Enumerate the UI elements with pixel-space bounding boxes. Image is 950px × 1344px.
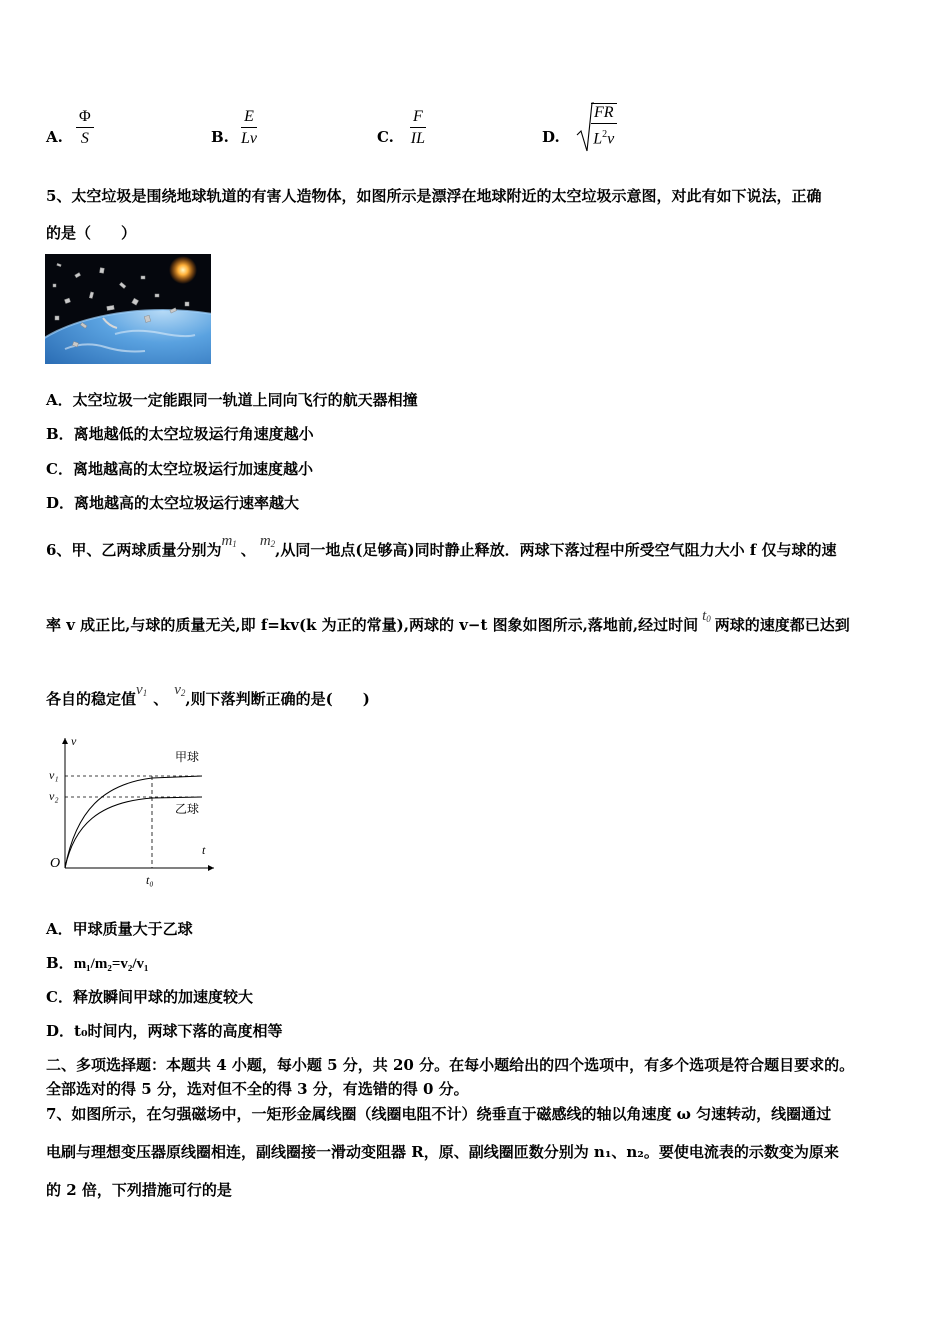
- q6-option-d: D．t₀时间内，两球下落的高度相等: [46, 1022, 283, 1040]
- q7-stem-line2: 电刷与理想变压器原线圈相连，副线圈接一滑动变阻器 R，原、副线圈匝数分别为 n₁、n₂。要使电流表的示数变为原来: [46, 1143, 839, 1161]
- q4-option-b-letter: B.: [211, 128, 229, 146]
- q5-stem-line1: 5、太空垃圾是围绕地球轨道的有害人造物体，如图所示是漂浮在地球附近的太空垃圾示意图，对此有如下说法，正确: [46, 187, 822, 205]
- curve-yi-label: 乙球: [175, 802, 200, 816]
- fraction-numerator: Φ: [76, 108, 94, 128]
- q4-option-a-letter: A.: [46, 128, 63, 146]
- q4-option-d-letter: D.: [542, 128, 560, 146]
- q7-stem-line3: 的 2 倍，下列措施可行的是: [46, 1181, 232, 1199]
- q4-option-c-fraction: [410, 108, 426, 149]
- fraction-denominator: Lv: [241, 130, 257, 147]
- q4-option-c-letter: C.: [377, 128, 394, 146]
- q6-stem-line1: 6、甲、乙两球质量分别为$m_1$ 、 $m_2$,从同一地点(足够高)同时静止释放．两球下落过程中所受空气阻力大小 f 仅与球的速: [46, 533, 837, 559]
- q6-stem-line2: 率 v 成正比,与球的质量无关,即 f=kv(k 为正的常量),两球的 v−t 图象如图所示,落地前,经过时间 $t_0$ 两球的速度都已达到: [46, 608, 850, 634]
- q7-stem-line1: 7、如图所示，在匀强磁场中，一矩形金属线圈（线圈电阻不计）绕垂直于磁感线的轴以角速度 ω 匀速转动，线圈通过: [46, 1105, 832, 1123]
- space-debris-image: [45, 254, 211, 364]
- q6-option-c: C．释放瞬间甲球的加速度较大: [46, 988, 253, 1006]
- q5-option-b: B．离地越低的太空垃圾运行角速度越小: [46, 425, 314, 443]
- curve-jia-label: 甲球: [175, 750, 200, 764]
- fraction-numerator: F: [410, 108, 426, 128]
- fraction-denominator: IL: [410, 130, 425, 147]
- q5-option-d: D．离地越高的太空垃圾运行速率越大: [46, 494, 300, 512]
- curve-jia: [65, 776, 202, 868]
- q4-option-b-fraction: [241, 108, 257, 149]
- q4-option-a-fraction: [76, 108, 94, 149]
- q4-option-d-fraction: [591, 103, 617, 149]
- q5-option-c: C．离地越高的太空垃圾运行加速度越小: [46, 460, 313, 478]
- q5-option-a: A．太空垃圾一定能跟同一轨道上同向飞行的航天器相撞: [46, 391, 418, 409]
- vt-graph: [44, 730, 224, 890]
- v-axis-label: v: [71, 734, 77, 748]
- v2-label: v₂: [49, 789, 59, 803]
- q6-stem-line3: 各自的稳定值$v_1$ 、 $v_2$,则下落判断正确的是( ): [46, 682, 370, 708]
- q5-stem-line2: 的是（ ）: [46, 224, 137, 242]
- t0-label: t₀: [146, 873, 154, 887]
- v1-label: v₁: [49, 768, 59, 782]
- section2-heading-line1: 二、多项选择题：本题共 4 小题，每小题 5 分，共 20 分。在每小题给出的四个选项中，有多个选项是符合题目要求的。: [46, 1056, 855, 1074]
- origin-label: O: [50, 856, 61, 871]
- q6-option-a: A．甲球质量大于乙球: [46, 920, 193, 938]
- section2-heading-line2: 全部选对的得 5 分，选对但不全的得 3 分，有选错的得 0 分。: [46, 1080, 469, 1098]
- fraction-numerator: FR: [591, 104, 617, 124]
- fraction-denominator: S: [80, 130, 89, 147]
- t-axis-label: t: [202, 843, 206, 857]
- q6-option-b: B．m₁/m₂=v₂/v₁: [46, 954, 149, 972]
- fraction-denominator: $L^2v$: [593, 129, 615, 148]
- fraction-numerator: E: [241, 108, 257, 128]
